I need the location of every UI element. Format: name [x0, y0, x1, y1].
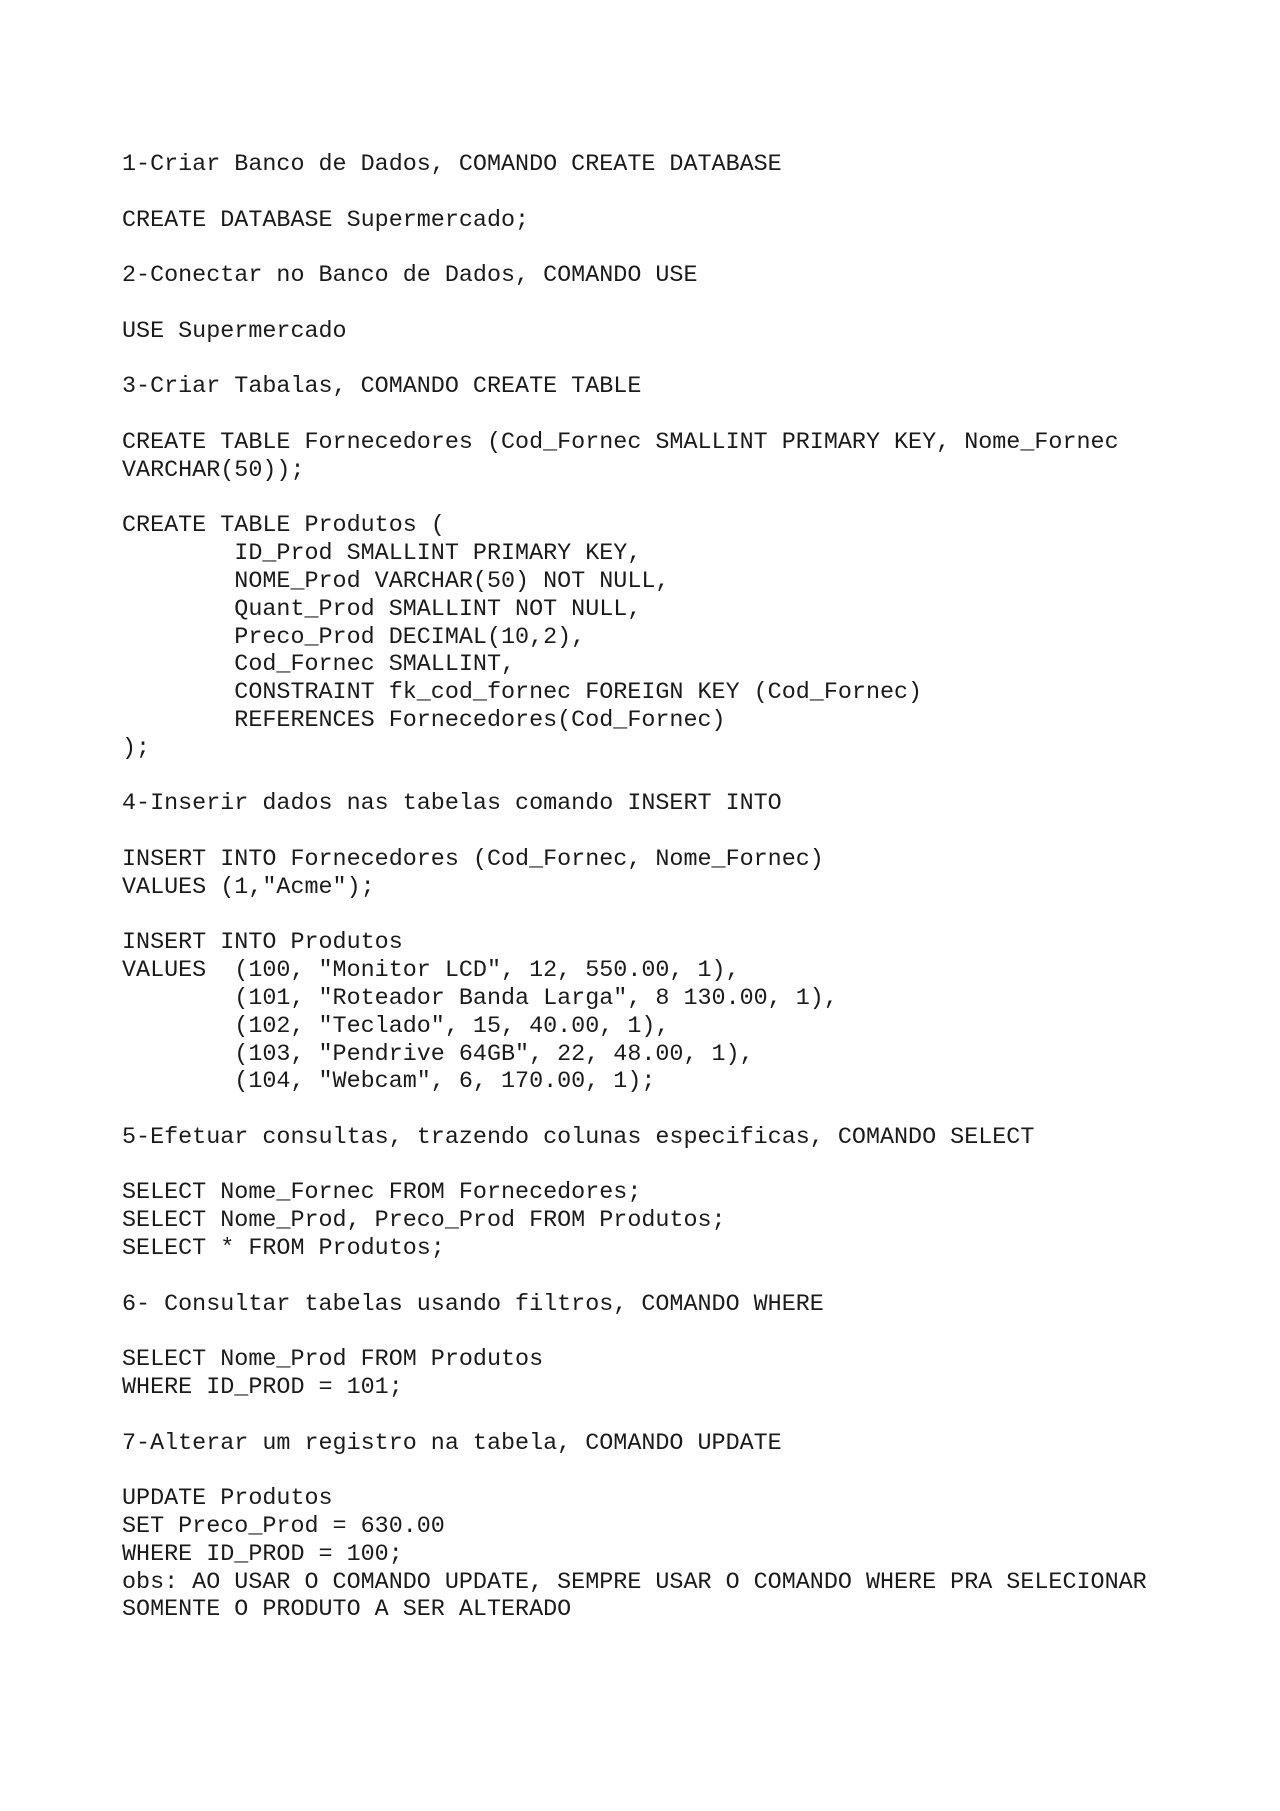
heading-insert-into: 4-Inserir dados nas tabelas comando INSERT INTO	[122, 791, 782, 818]
code-line: WHERE ID_PROD = 101;	[122, 1375, 403, 1402]
heading-update: 7-Alterar um registro na tabela, COMANDO UPDATE	[122, 1430, 782, 1457]
blank-line	[122, 764, 1242, 792]
code-line: UPDATE Produtos	[122, 1486, 333, 1513]
code-line: CREATE TABLE Fornecedores (Cod_Fornec SMALLINT PRIMARY KEY, Nome_Fornec	[122, 429, 1119, 456]
code-line: ID_Prod SMALLINT PRIMARY KEY,	[122, 541, 642, 568]
heading-select: 5-Efetuar consultas, trazendo colunas especificas, COMANDO SELECT	[122, 1124, 1035, 1151]
code-line: (101, "Roteador Banda Larga", 8 130.00, 1),	[122, 985, 838, 1012]
code-line: CREATE DATABASE Supermercado;	[122, 207, 530, 234]
blank-line	[122, 903, 1242, 931]
heading-where: 6- Consultar tabelas usando filtros, COMANDO WHERE	[122, 1291, 824, 1318]
code-line: );	[122, 735, 151, 762]
blank-line	[122, 1264, 1242, 1292]
code-line: NOME_Prod VARCHAR(50) NOT NULL,	[122, 568, 670, 595]
code-line: (103, "Pendrive 64GB", 22, 48.00, 1),	[122, 1041, 754, 1068]
blank-line	[122, 180, 1242, 208]
heading-use: 2-Conectar no Banco de Dados, COMANDO USE	[122, 263, 698, 290]
heading-create-database: 1-Criar Banco de Dados, COMANDO CREATE DATABASE	[122, 152, 782, 178]
code-line: Preco_Prod DECIMAL(10,2),	[122, 624, 586, 651]
code-line: VALUES (1,"Acme");	[122, 874, 375, 901]
document-page	[122, 152, 1242, 1625]
heading-create-table: 3-Criar Tabalas, COMANDO CREATE TABLE	[122, 374, 642, 401]
blank-line	[122, 1153, 1242, 1181]
code-line: Quant_Prod SMALLINT NOT NULL,	[122, 596, 642, 623]
blank-line	[122, 486, 1242, 514]
note-line: SOMENTE O PRODUTO A SER ALTERADO	[122, 1597, 572, 1624]
code-line: SELECT Nome_Fornec FROM Fornecedores;	[122, 1180, 642, 1207]
code-line: CREATE TABLE Produtos (	[122, 513, 445, 540]
code-line: (102, "Teclado", 15, 40.00, 1),	[122, 1013, 670, 1040]
blank-line	[122, 291, 1242, 319]
blank-line	[122, 1403, 1242, 1431]
blank-line	[122, 235, 1242, 263]
code-line: INSERT INTO Produtos	[122, 930, 403, 957]
code-line: SELECT * FROM Produtos;	[122, 1236, 445, 1263]
code-line: SELECT Nome_Prod, Preco_Prod FROM Produtos;	[122, 1208, 726, 1235]
blank-line	[122, 347, 1242, 375]
note-line: obs: AO USAR O COMANDO UPDATE, SEMPRE USAR O COMANDO WHERE PRA SELECIONAR	[122, 1569, 1147, 1596]
blank-line	[122, 402, 1242, 430]
blank-line	[122, 819, 1242, 847]
code-line: INSERT INTO Fornecedores (Cod_Fornec, Nome_Fornec)	[122, 846, 824, 873]
code-line: SELECT Nome_Prod FROM Produtos	[122, 1347, 544, 1374]
blank-line	[122, 1097, 1242, 1125]
code-line: WHERE ID_PROD = 100;	[122, 1541, 403, 1568]
code-line: (104, "Webcam", 6, 170.00, 1);	[122, 1069, 656, 1096]
code-line: USE Supermercado	[122, 318, 347, 345]
code-line: Cod_Fornec SMALLINT,	[122, 652, 516, 679]
code-line: CONSTRAINT fk_cod_fornec FOREIGN KEY (Cod_Fornec)	[122, 680, 923, 707]
code-line: SET Preco_Prod = 630.00	[122, 1514, 445, 1541]
code-line: REFERENCES Fornecedores(Cod_Fornec)	[122, 707, 726, 734]
blank-line	[122, 1319, 1242, 1347]
code-line: VALUES (100, "Monitor LCD", 12, 550.00, 1),	[122, 958, 740, 985]
code-line: VARCHAR(50));	[122, 457, 305, 484]
blank-line	[122, 1458, 1242, 1486]
